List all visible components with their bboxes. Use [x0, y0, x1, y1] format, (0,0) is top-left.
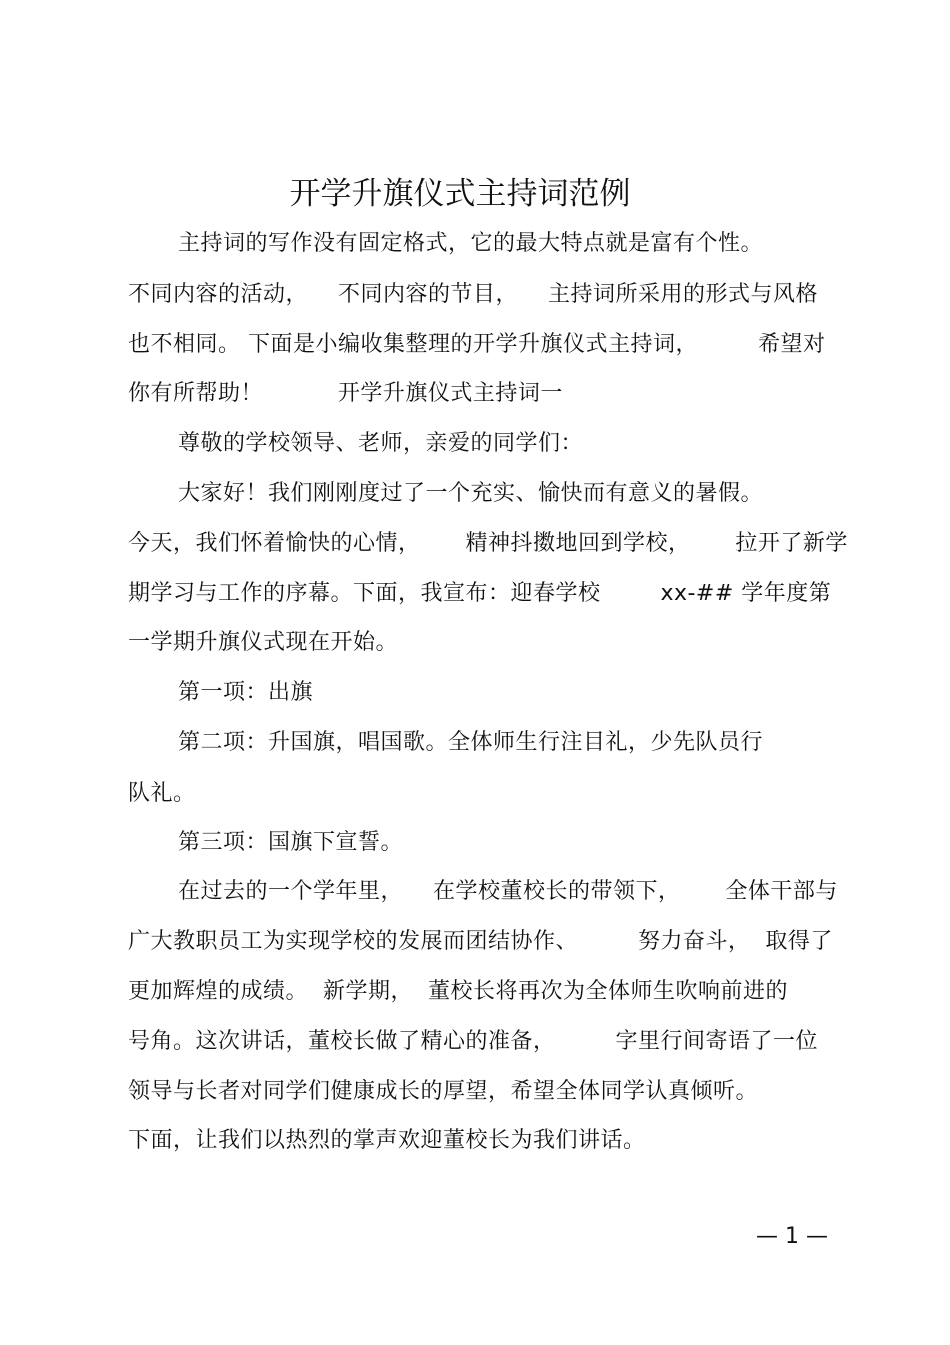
paragraph-line: 一学期升旗仪式现在开始。	[128, 630, 399, 655]
paragraph-line: 今天，我们怀着愉快的心情， 精神抖擞地回到学校， 拉开了新学	[128, 531, 848, 556]
paragraph-line: 号角。这次讲话，董校长做了精心的准备， 字里行间寄语了一位	[128, 1029, 818, 1054]
paragraph-line: 也不相同。 下面是小编收集整理的开学升旗仪式主持词， 希望对	[128, 332, 826, 357]
agenda-item: 第三项：国旗下宣誓。	[178, 830, 404, 855]
paragraph-line: 期学习与工作的序幕。下面，我宣布：迎春学校 xx-## 学年度第	[128, 581, 832, 606]
paragraph-line: 主持词的写作没有固定格式，它的最大特点就是富有个性。	[178, 231, 764, 256]
paragraph-line: 在过去的一个学年里， 在学校董校长的带领下， 全体干部与	[178, 879, 838, 904]
paragraph-line: 下面，让我们以热烈的掌声欢迎董校长为我们讲话。	[128, 1128, 646, 1153]
paragraph-line: 更加辉煌的成绩。 新学期， 董校长将再次为全体师生吹响前进的	[128, 979, 788, 1004]
paragraph-line: 队礼。	[128, 781, 196, 806]
agenda-item: 第二项：升国旗，唱国歌。全体师生行注目礼，少先队员行	[178, 730, 764, 755]
paragraph-line: 不同内容的活动， 不同内容的节目， 主持词所采用的形式与风格	[128, 282, 818, 307]
salutation-line: 尊敬的学校领导、老师，亲爱的同学们：	[178, 431, 584, 456]
paragraph-line: 大家好！我们刚刚度过了一个充实、愉快而有意义的暑假。	[178, 481, 764, 506]
paragraph-line: 你有所帮助！ 开学升旗仪式主持词一	[128, 381, 563, 406]
paragraph-line: 广大教职员工为实现学校的发展而团结协作、 努力奋斗， 取得了	[128, 929, 833, 954]
page-number: — 1 —	[756, 1224, 828, 1249]
document-title: 开学升旗仪式主持词范例	[289, 176, 631, 212]
paragraph-line: 领导与长者对同学们健康成长的厚望，希望全体同学认真倾听。	[128, 1079, 759, 1104]
agenda-item: 第一项：出旗	[178, 680, 314, 705]
